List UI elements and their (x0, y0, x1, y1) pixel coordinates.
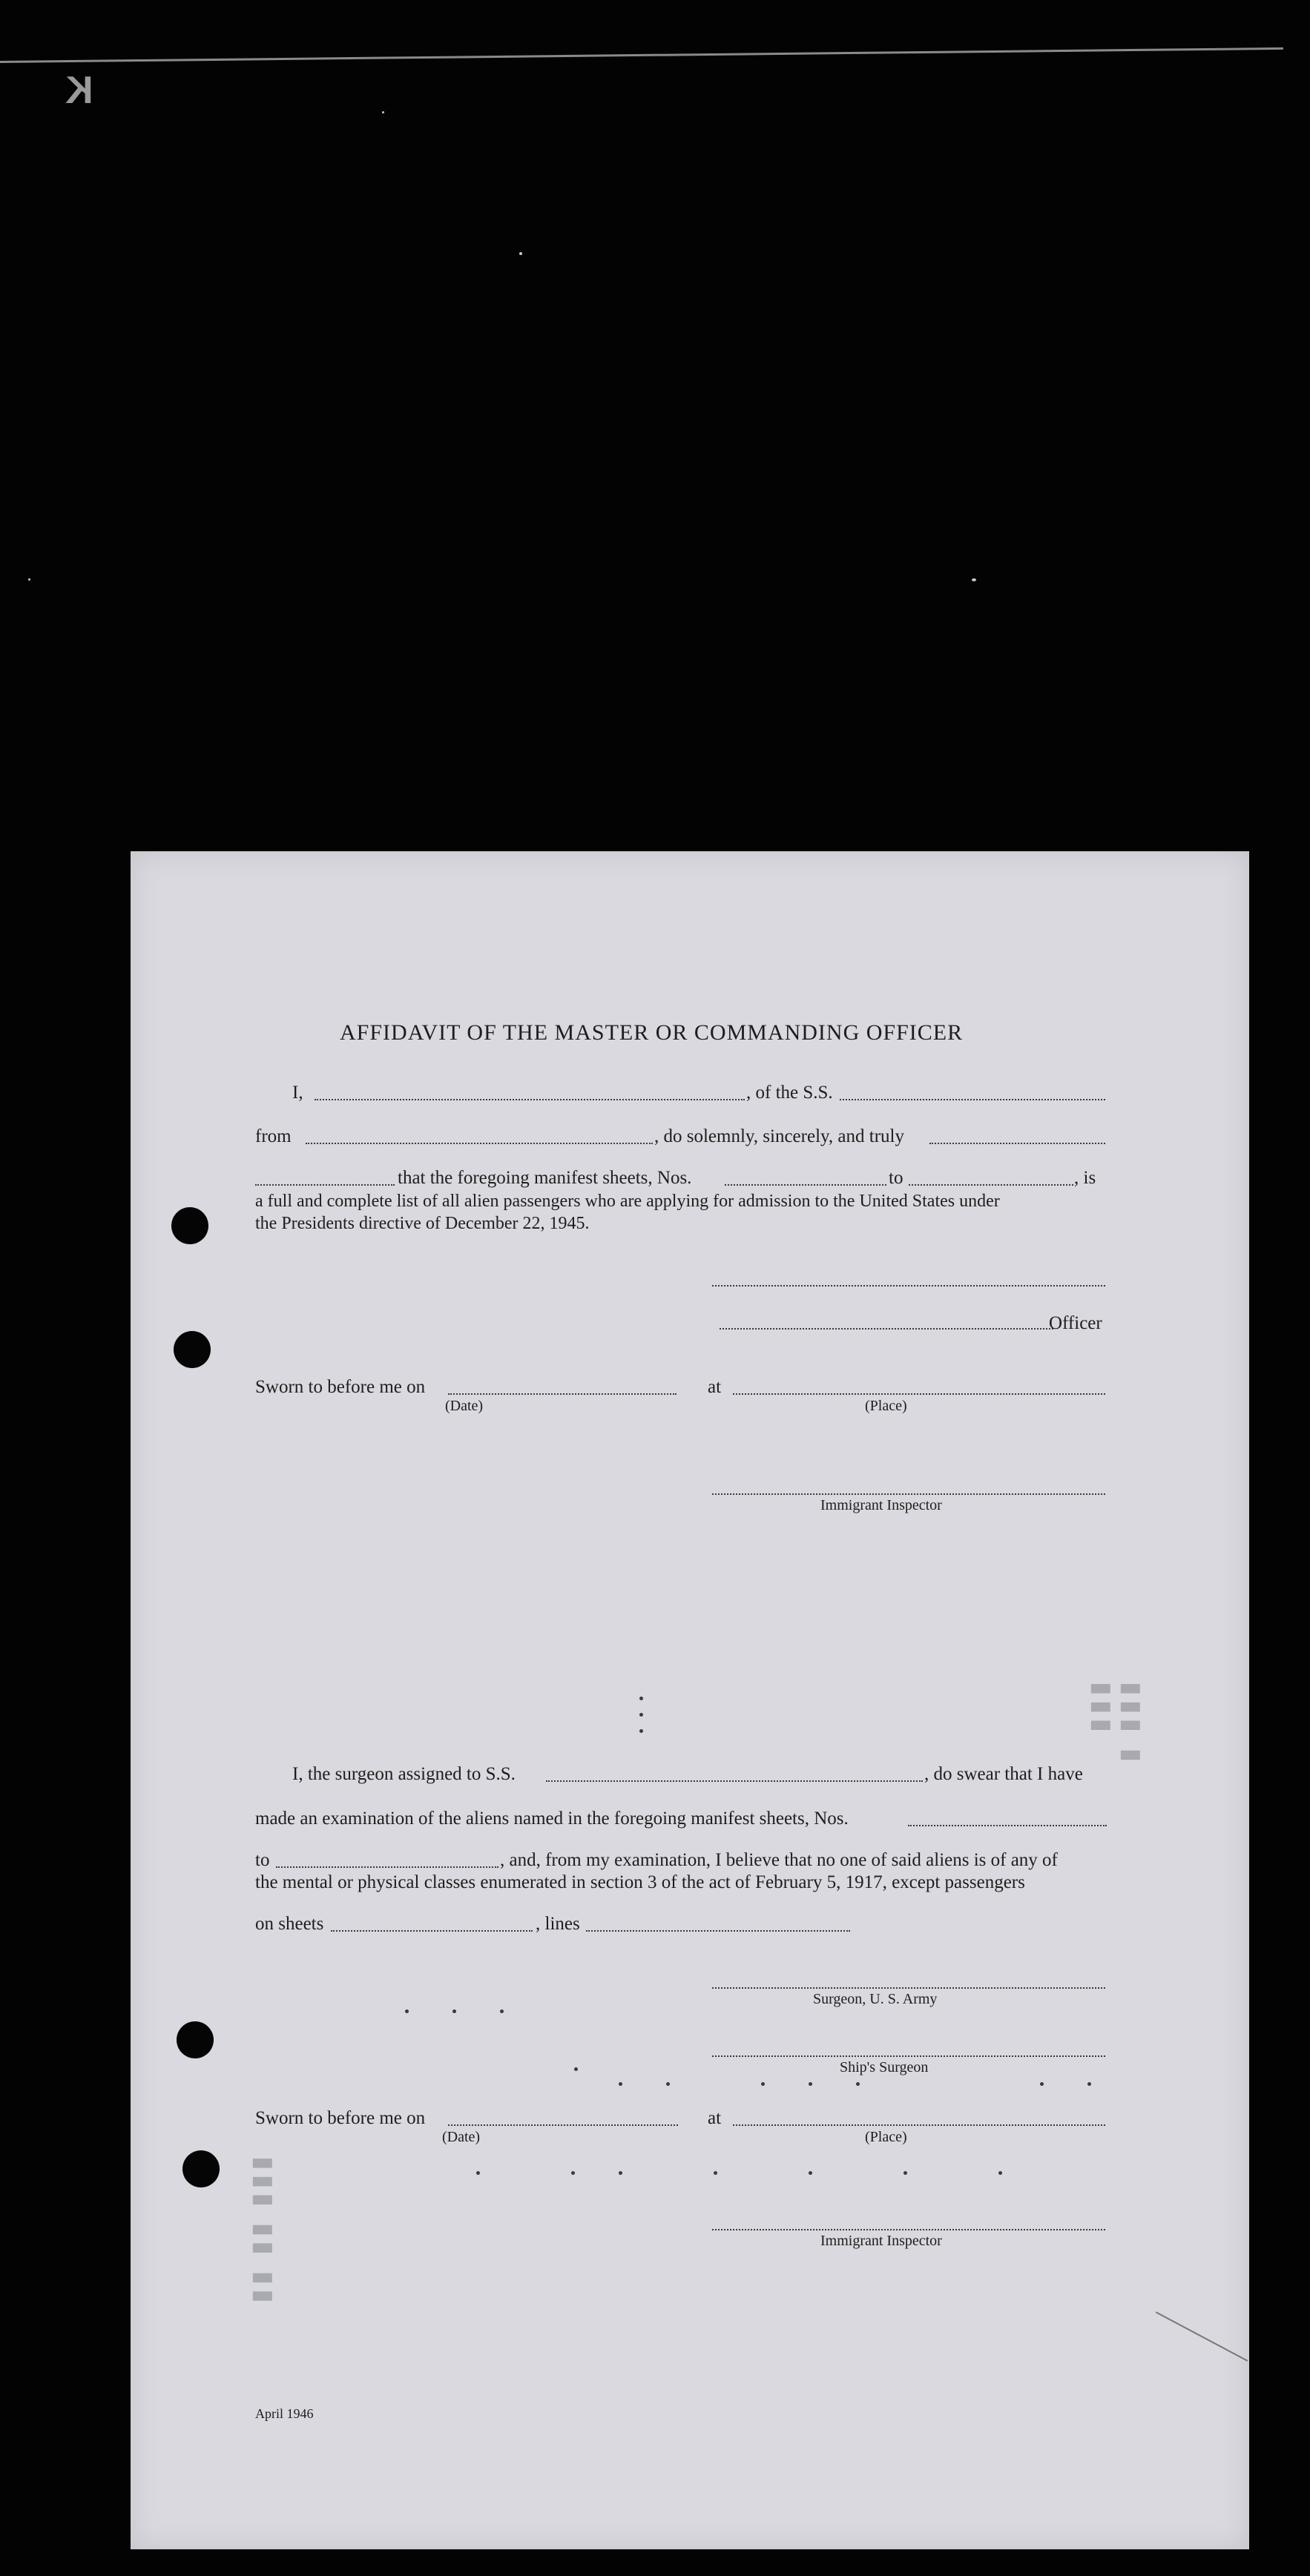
text-of-the-ss: , of the S.S. (746, 1083, 833, 1103)
master-signature-line[interactable] (712, 1285, 1105, 1287)
binder-hole (171, 1207, 208, 1244)
text-to: to (889, 1168, 903, 1188)
stray-mark (714, 2171, 717, 2175)
stray-mark (998, 2171, 1002, 2175)
stray-mark (761, 2082, 765, 2086)
master-name-field[interactable] (315, 1099, 745, 1100)
excepted-sheets-field[interactable] (331, 1930, 533, 1932)
text-solemnly: , do solemnly, sincerely, and truly (654, 1126, 904, 1146)
binder-hole (177, 2021, 214, 2058)
surgeon-place-caption: (Place) (865, 2129, 907, 2145)
stray-mark (666, 2082, 670, 2086)
surgeon-classes-text: the mental or physical classes enumerated in section 3 of the act of February 5, 1917, except passengers (255, 1872, 1025, 1892)
surgeon-belief-text: , and, from my examination, I believe that no one of said aliens is of any of (500, 1850, 1058, 1870)
surgeon-date-caption: (Date) (442, 2129, 481, 2145)
sworn-date-field[interactable] (448, 1393, 677, 1395)
army-surgeon-signature-line[interactable] (712, 1987, 1105, 1989)
film-speck (519, 252, 522, 255)
surgeon-intro: I, the surgeon assigned to S.S. (292, 1764, 516, 1784)
binder-hole (182, 2150, 220, 2187)
sworn-place-field[interactable] (733, 1393, 1105, 1395)
surgeon-sworn-text: Sworn to before me on (255, 2108, 426, 2128)
date-caption: (Date) (445, 1398, 484, 1414)
surgeon-ship-field[interactable] (546, 1780, 923, 1782)
officer-signature-line[interactable] (720, 1328, 1053, 1330)
statement-line: a full and complete list of all alien passengers who are applying for admission to the United States under (255, 1192, 1000, 1211)
surgeon-text-sheets: on sheets (255, 1914, 324, 1934)
form-date: April 1946 (255, 2406, 314, 2421)
surgeon-text-at: at (708, 2108, 722, 2128)
surgeon-sheets-from-field[interactable] (908, 1825, 1107, 1826)
inspector-signature-line[interactable] (712, 1493, 1105, 1495)
text-is: , is (1074, 1168, 1096, 1188)
corner-mark: K (65, 69, 93, 112)
inspector-caption: Immigrant Inspector (820, 1497, 942, 1513)
surgeon-inspector-caption: Immigrant Inspector (820, 2233, 942, 2249)
surgeon-examination-text: made an examination of the aliens named in the foregoing manifest sheets, Nos. (255, 1809, 849, 1829)
stray-mark (1087, 2082, 1091, 2086)
sworn-text: Sworn to before me on (255, 1377, 426, 1397)
officer-label: Officer (1049, 1313, 1102, 1333)
port-from-field[interactable] (306, 1143, 653, 1144)
text-at: at (708, 1377, 722, 1397)
surgeon-text-lines: , lines (536, 1914, 580, 1934)
excepted-lines-field[interactable] (586, 1930, 850, 1932)
stray-mark (639, 1697, 643, 1700)
text-i: I, (292, 1083, 303, 1103)
sheets-to-field[interactable] (909, 1184, 1073, 1186)
ship-surgeon-caption: Ship's Surgeon (840, 2059, 929, 2075)
stray-mark (639, 1713, 643, 1717)
stray-mark (903, 2171, 907, 2175)
stray-mark (619, 2171, 622, 2175)
stray-mark (452, 2009, 456, 2013)
stray-mark (856, 2082, 860, 2086)
stray-mark (574, 2067, 578, 2071)
surgeon-sheets-to-field[interactable] (276, 1866, 498, 1868)
affidavit-form-page (131, 851, 1249, 2549)
place-caption: (Place) (865, 1398, 907, 1414)
surgeon-text-to: to (255, 1850, 270, 1870)
stray-mark (405, 2009, 409, 2013)
film-edge-line (0, 47, 1283, 63)
faint-stamp: ▮▮▮ ▮ ▮▮▮ (1088, 1682, 1146, 1767)
swear-affirm-field[interactable] (929, 1143, 1105, 1144)
army-surgeon-caption: Surgeon, U. S. Army (813, 1991, 938, 2007)
stray-mark (809, 2171, 812, 2175)
surgeon-sworn-date-field[interactable] (448, 2124, 678, 2126)
binder-hole (174, 1331, 211, 1368)
film-speck (28, 578, 30, 581)
statement-line: the Presidents directive of December 22, 1945. (255, 1214, 590, 1233)
stray-mark (571, 2171, 575, 2175)
stray-mark (619, 2082, 622, 2086)
text-from: from (255, 1126, 292, 1146)
stray-mark (809, 2082, 812, 2086)
film-speck (972, 578, 976, 581)
stray-mark (1040, 2082, 1044, 2086)
stray-mark (476, 2171, 480, 2175)
surgeon-sworn-place-field[interactable] (733, 2124, 1105, 2126)
ship-surgeon-signature-line[interactable] (712, 2055, 1105, 2057)
stray-mark (500, 2009, 504, 2013)
text-foregoing-sheets: that the foregoing manifest sheets, Nos. (398, 1168, 692, 1188)
faint-stamp: ▮▮▮ ▮▮ ▮▮ (250, 2156, 278, 2308)
affidavit-title: AFFIDAVIT OF THE MASTER OR COMMANDING OFFICER (340, 1020, 964, 1045)
surgeon-inspector-signature-line[interactable] (712, 2229, 1105, 2230)
swear-continued-field[interactable] (255, 1184, 395, 1186)
ship-name-field[interactable] (840, 1099, 1105, 1100)
sheets-from-field[interactable] (725, 1184, 886, 1186)
surgeon-swear-text: , do swear that I have (924, 1764, 1083, 1784)
stray-mark (639, 1729, 643, 1733)
film-speck (382, 111, 384, 113)
